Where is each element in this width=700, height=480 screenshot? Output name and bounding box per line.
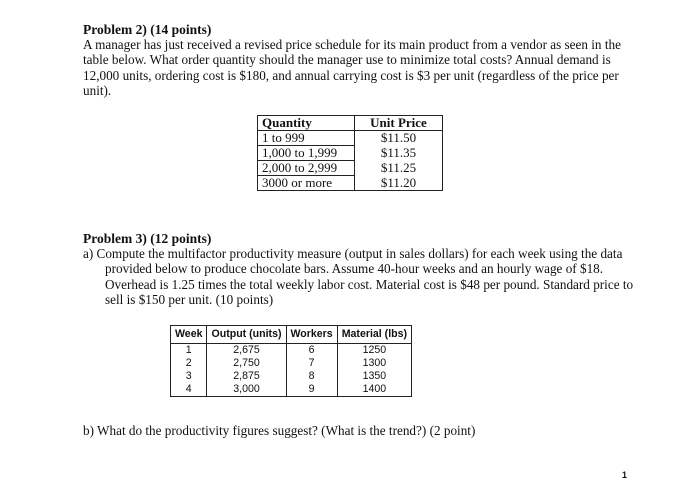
table-row: [258, 146, 443, 161]
prod-table-header-week: Week: [171, 326, 207, 344]
material-cell: 1400: [337, 383, 411, 397]
problem2-heading: Problem 2) (14 points): [83, 22, 212, 37]
quantity-cell: 1 to 999: [258, 131, 355, 146]
workers-cell: 8: [286, 370, 337, 383]
price-table-header-unit-price: Unit Price: [355, 116, 443, 131]
table-row: [258, 176, 443, 191]
week-cell: 1: [171, 344, 207, 358]
table-row: [171, 344, 412, 358]
unit-price-cell: $11.25: [355, 161, 443, 176]
output-cell: 2,750: [207, 357, 286, 370]
prod-table-header-workers: Workers: [286, 326, 337, 344]
prod-table-header-output: Output (units): [207, 326, 286, 344]
material-cell: 1350: [337, 370, 411, 383]
table-row: [258, 161, 443, 176]
workers-cell: 6: [286, 344, 337, 358]
week-cell: 3: [171, 370, 207, 383]
unit-price-cell: $11.35: [355, 146, 443, 161]
table-row: [171, 370, 412, 383]
problem3-part-a: a) Compute the multifactor productivity measure (output in sales dollars) for each week using the data provided below to produce chocolate bars. Assume 40-hour weeks and an hourly wage of $18. Overhead is 1.25 times the total weekly labor cost. Material cost is $48 per pound. Standard price to sell is $150 per unit. (10 points): [83, 246, 634, 308]
productivity-data-table: [170, 325, 412, 397]
unit-price-cell: $11.50: [355, 131, 443, 146]
price-schedule-table: [257, 115, 443, 191]
table-row: [171, 383, 412, 397]
week-cell: 2: [171, 357, 207, 370]
output-cell: 2,875: [207, 370, 286, 383]
week-cell: 4: [171, 383, 207, 397]
material-cell: 1250: [337, 344, 411, 358]
problem2-text: A manager has just received a revised price schedule for its main product from a vendor as seen in the table below. What order quantity should the manager use to minimize total costs? Annual demand is 12,000 units, ordering cost is $180, and annual carrying cost is $3 per unit (regardless of the price per unit).: [83, 37, 621, 99]
output-cell: 2,675: [207, 344, 286, 358]
problem3-heading: Problem 3) (12 points): [83, 231, 212, 246]
table-row: [171, 357, 412, 370]
quantity-cell: 3000 or more: [258, 176, 355, 191]
page-mark: 1: [622, 470, 628, 480]
workers-cell: 9: [286, 383, 337, 397]
prod-table-header-material: Material (lbs): [337, 326, 411, 344]
problem3-part-b: b) What do the productivity figures suggest? (What is the trend?) (2 point): [83, 423, 476, 438]
quantity-cell: 1,000 to 1,999: [258, 146, 355, 161]
price-table-header-quantity: Quantity: [258, 116, 355, 131]
output-cell: 3,000: [207, 383, 286, 397]
table-row: [258, 131, 443, 146]
quantity-cell: 2,000 to 2,999: [258, 161, 355, 176]
workers-cell: 7: [286, 357, 337, 370]
material-cell: 1300: [337, 357, 411, 370]
unit-price-cell: $11.20: [355, 176, 443, 191]
